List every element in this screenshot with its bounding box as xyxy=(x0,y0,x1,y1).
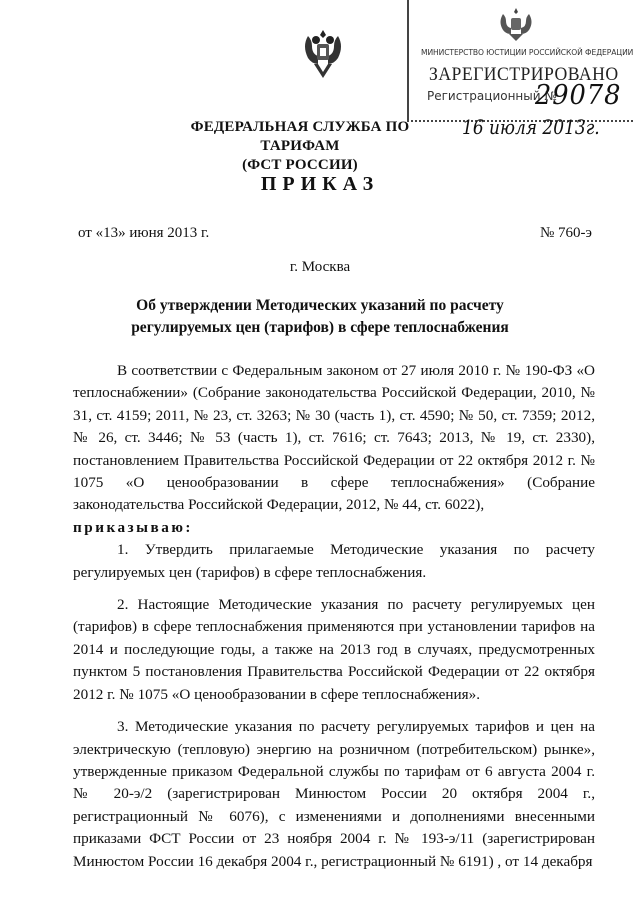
order-body xyxy=(73,360,595,883)
registration-stamp xyxy=(407,0,633,122)
stamp-reg-number: 29078 xyxy=(535,80,622,111)
order-subject: Об утверждении Методических указаний по расчету регулируемых цен (тарифов) в сфере теплоснабжения xyxy=(131,297,509,336)
document-type: ПРИКАЗ xyxy=(260,173,380,195)
item-2-paragraph: 2. Настоящие Методические указания по расчету регулируемых цен (тарифов) в сфере теплоснабжения применяются при установлении тарифов на 2014 и последующие годы, а также на 2013 год в случаях, предусмотренных пунктом 5 постановления Правительства Российской Федерации от 22 октября 2012 г. № 1075 «О ценообразовании в сфере теплоснабжения». xyxy=(73,596,595,703)
stamp-reg-number-label: Регистрационный № xyxy=(427,89,557,103)
item-1-paragraph: 1. Утвердить прилагаемые Методические указания по расчету регулируемых цен (тарифов) в сфере теплоснабжения. xyxy=(73,541,595,581)
coat-of-arms-icon xyxy=(298,24,348,84)
decree-word: приказываю: xyxy=(73,518,193,536)
city: г. Москва xyxy=(289,259,351,275)
agency-line-1: ФЕДЕРАЛЬНАЯ СЛУЖБА ПО ТАРИФАМ xyxy=(190,119,410,154)
preamble-paragraph: В соответствии с Федеральным законом от 27 июля 2010 г. № 190-ФЗ «О теплоснабжении» (Собрание законодательства Российской Федерации, 2010, № 31, ст. 4159; 2011, № 23, ст. 3263; № 30 (часть 1), ст. 4590; № 50, ст. 7359; 2012, № 26, ст. 3446; № 53 (часть 1), ст. 7616; ст. 7643; 2013, № 19, ст. 2330), постановлением Правительства Российской Федерации от 22 октября 2012 г. № 1075 «О ценообразовании в сфере теплоснабжения» (Собрание законодательства Российской Федерации, 2012, № 44, ст. 6022), xyxy=(73,362,595,514)
stamp-reg-date: 16 июля 2013г. xyxy=(462,115,600,139)
stamp-ministry: МИНИСТЕРСТВО ЮСТИЦИИ РОССИЙСКОЙ ФЕДЕРАЦИИ xyxy=(421,48,634,57)
item-3-paragraph: 3. Методические указания по расчету регулируемых тарифов и цен на электрическую (тепловую) энергию на розничном (потребительском) рынке», утвержденные приказом Федеральной службы по тарифам от 6 августа 2004 г. № 20-э/2 (зарегистрирован Минюстом России 20 октября 2004 г., регистрационный № 6076), с изменениями и дополнениями внесенными приказами ФСТ России от 23 ноября 2004 г. № 193-э/11 (зарегистрирован Минюстом России 16 декабря 2004 г., регистрационный № 6191) , от 14 декабря xyxy=(73,718,595,870)
order-number: № 760-э xyxy=(540,225,592,241)
seal-icon xyxy=(495,6,537,42)
agency-name xyxy=(150,118,450,175)
order-date: от «13» июня 2013 г. xyxy=(78,225,210,241)
agency-line-2: (ФСТ РОССИИ) xyxy=(242,157,358,173)
stamp-registered: ЗАРЕГИСТРИРОВАНО xyxy=(429,64,619,85)
